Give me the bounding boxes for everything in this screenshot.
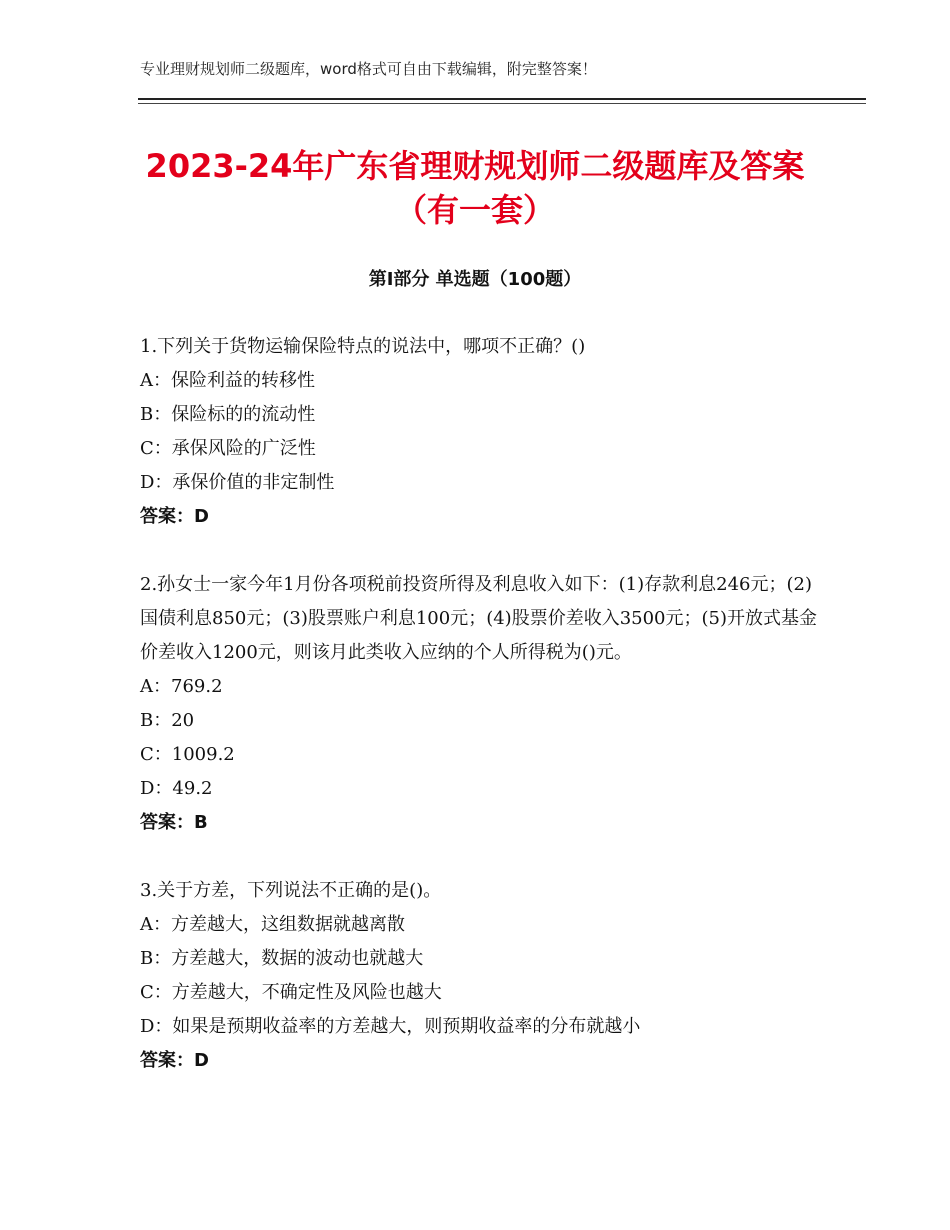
question-list: [140, 330, 820, 1112]
answer-label: 答案：D: [140, 506, 209, 527]
answer-label: 答案：D: [140, 1050, 209, 1071]
question-3: [140, 874, 820, 1078]
question-stem: 2.孙女士一家今年1月份各项税前投资所得及利息收入如下：(1)存款利息246元；(2)国债利息850元；(3)股票账户利息100元；(4)股票价差收入3500元；(5)开放式基金价差收入1200元，则该月此类收入应纳的个人所得税为()元。: [140, 574, 818, 663]
document-title: 2023-24年广东省理财规划师二级题库及答案（有一套）: [145, 147, 805, 229]
option-a: A：保险利益的转移性: [140, 370, 315, 391]
option-a: A：769.2: [140, 676, 223, 697]
question-1: [140, 330, 820, 534]
option-b: B：方差越大，数据的波动也就越大: [140, 948, 424, 969]
option-b: B：保险标的的流动性: [140, 404, 316, 425]
option-c: C：方差越大，不确定性及风险也越大: [140, 982, 442, 1003]
header-divider-thin: [138, 103, 866, 104]
option-d: D：49.2: [140, 778, 213, 799]
question-stem: 1.下列关于货物运输保险特点的说法中，哪项不正确？(): [140, 336, 586, 357]
answer-label: 答案：B: [140, 812, 208, 833]
option-c: C：1009.2: [140, 744, 235, 765]
section-title: 第Ⅰ部分 单选题（100题）: [368, 269, 582, 290]
option-d: D：如果是预期收益率的方差越大，则预期收益率的分布就越小: [140, 1016, 641, 1037]
option-c: C：承保风险的广泛性: [140, 438, 316, 459]
question-stem: 3.关于方差，下列说法不正确的是()。: [140, 880, 442, 901]
header-note: 专业理财规划师二级题库，word格式可自由下载编辑，附完整答案！: [140, 60, 597, 78]
header-divider-thick: [138, 98, 866, 100]
option-d: D：承保价值的非定制性: [140, 472, 335, 493]
option-b: B：20: [140, 710, 195, 731]
option-a: A：方差越大，这组数据就越离散: [140, 914, 405, 935]
question-2: [140, 568, 820, 840]
